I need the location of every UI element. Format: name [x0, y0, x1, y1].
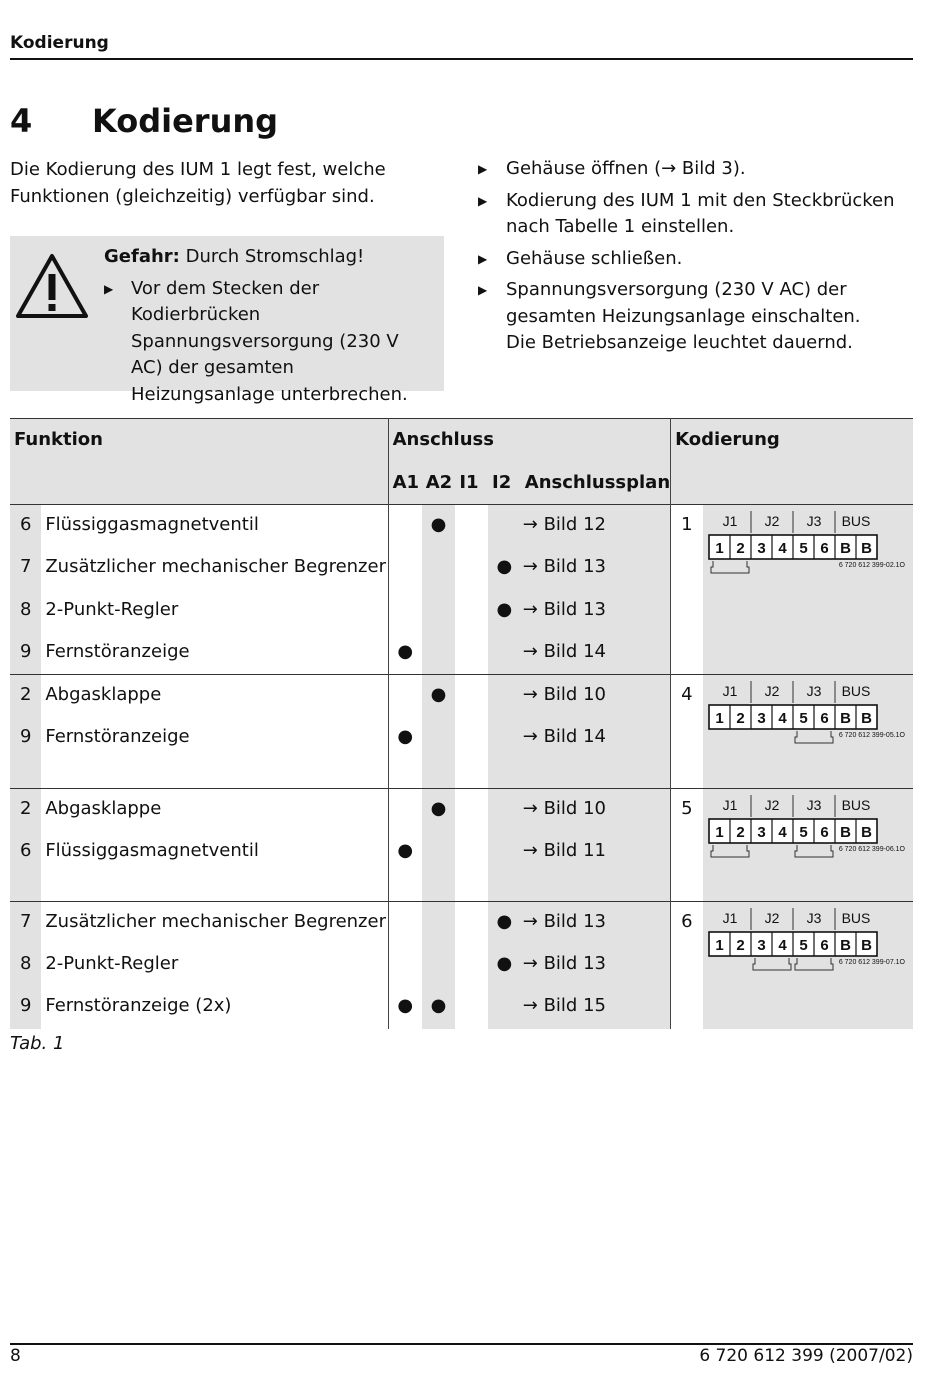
pin-label: 2	[736, 936, 745, 954]
pin-label: 2	[736, 710, 745, 728]
kodierung-code: 6	[671, 901, 704, 1029]
jumper-label-j2: J2	[764, 683, 780, 700]
bullet-icon: ▶	[104, 281, 114, 296]
jumper-label-bus: BUS	[841, 513, 871, 529]
jumper-diagram	[703, 902, 911, 988]
jumper-diagram	[703, 505, 911, 591]
row-number: 2	[10, 675, 41, 718]
table-caption: Tab. 1	[10, 1033, 65, 1054]
pin-label: 3	[757, 710, 766, 728]
cell-a1: ●	[388, 986, 422, 1029]
row-number: 6	[10, 831, 41, 902]
pin-label: 2	[736, 823, 745, 841]
row-function: Flüssiggasmagnetventil	[45, 514, 259, 535]
figure-code: 6 720 612 399-02.1O	[839, 562, 906, 569]
document-number: 6 720 612 399 (2007/02)	[699, 1346, 913, 1366]
jumper-label-j1: J1	[722, 513, 738, 529]
pin-label: 3	[757, 936, 766, 954]
row-number: 2	[10, 788, 41, 831]
cell-i2	[488, 717, 521, 788]
pin-label: B	[840, 823, 852, 841]
table-header-row	[10, 419, 913, 462]
coding-table	[10, 418, 913, 1029]
jumper-bridge-icon	[795, 845, 833, 857]
table-row	[10, 788, 913, 831]
footer-rule	[10, 1343, 913, 1345]
row-function: Fernstöranzeige	[45, 726, 190, 748]
pin-label: 2	[736, 540, 745, 557]
row-function: Fernstöranzeige	[45, 641, 190, 663]
pin-label: 4	[778, 823, 787, 841]
cell-i1	[455, 675, 488, 718]
pin-label: 1	[715, 710, 724, 728]
jumper-diagram-cell	[703, 788, 913, 901]
cell-a1	[388, 901, 422, 944]
jumper-diagram-cell	[703, 675, 913, 788]
cell-anschlussplan: → Bild 14	[521, 632, 671, 675]
cell-a1	[388, 590, 422, 633]
cell-a2: ●	[422, 505, 456, 548]
jumper-bridge-icon	[795, 958, 833, 970]
row-function: Zusätzlicher mechanischer Begrenzer	[45, 556, 386, 578]
cell-i1	[455, 547, 488, 590]
cell-anschlussplan: → Bild 13	[521, 901, 671, 944]
cell-i1	[455, 632, 488, 675]
cell-i1	[455, 505, 488, 548]
row-function: 2-Punkt-Regler	[45, 598, 179, 620]
table-row	[10, 675, 913, 718]
step-text: Gehäuse öffnen (→ Bild 3).	[506, 158, 746, 179]
figure-code: 6 720 612 399-05.1O	[839, 732, 906, 740]
jumper-diagram	[703, 789, 911, 875]
jumper-label-j1: J1	[722, 909, 738, 926]
cell-a2	[422, 901, 456, 944]
cell-anschlussplan: → Bild 14	[521, 717, 671, 788]
row-function: Zusätzlicher mechanischer Begrenzer	[45, 910, 386, 932]
cell-a2	[422, 590, 456, 633]
row-number: 6	[10, 505, 41, 548]
row-number: 8	[10, 944, 41, 987]
cell-a2: ●	[422, 675, 456, 718]
pin-label: 3	[757, 823, 766, 841]
pin-label: B	[840, 710, 852, 728]
table-body	[10, 505, 913, 1030]
cell-i2	[488, 831, 521, 902]
cell-i1	[455, 944, 488, 987]
pin-label: 6	[820, 710, 829, 728]
cell-i1	[455, 788, 488, 831]
bullet-icon: ▶	[478, 193, 488, 208]
pin-label: 4	[778, 936, 787, 954]
row-number: 9	[10, 632, 41, 675]
cell-anschlussplan: → Bild 11	[521, 831, 671, 902]
pin-label: 1	[715, 936, 724, 954]
row-function: Abgasklappe	[45, 684, 162, 706]
col-header-a1: A1	[388, 462, 422, 505]
jumper-bridge-icon	[795, 731, 833, 743]
step-text: Kodierung des IUM 1 mit den Steckbrücken nach Tabelle 1 einstellen.	[506, 189, 895, 237]
cell-i2	[488, 632, 521, 675]
pin-label: 5	[799, 823, 808, 841]
cell-a2	[422, 547, 456, 590]
cell-i2: ●	[488, 590, 521, 633]
cell-a1	[388, 788, 422, 831]
jumper-diagram-cell	[703, 901, 913, 1029]
figure-code: 6 720 612 399-06.1O	[839, 845, 906, 853]
jumper-label-j3: J3	[806, 796, 822, 813]
pin-label: 5	[799, 710, 808, 728]
jumper-label-j3: J3	[806, 683, 822, 700]
col-header-funktion: Funktion	[14, 429, 103, 450]
jumper-label-bus: BUS	[841, 683, 871, 700]
warning-bullet	[104, 276, 434, 409]
table-row	[10, 505, 913, 548]
header-rule	[10, 58, 913, 60]
jumper-label-j2: J2	[764, 796, 780, 813]
pin-label: B	[840, 936, 852, 954]
pin-label: B	[861, 936, 873, 954]
row-function: 2-Punkt-Regler	[45, 952, 179, 974]
step-text: Spannungsversorgung (230 V AC) der gesamten Heizungsanlage einschalten.	[506, 279, 861, 327]
jumper-label-j2: J2	[764, 909, 780, 926]
row-function: Abgasklappe	[45, 797, 162, 819]
row-number: 9	[10, 717, 41, 788]
col-header-i1: I1	[459, 471, 479, 493]
pin-label: 5	[799, 936, 808, 954]
section-heading	[10, 102, 278, 140]
cell-i2	[488, 788, 521, 831]
cell-anschlussplan: → Bild 10	[521, 675, 671, 718]
step-item	[478, 246, 918, 273]
cell-a1: ●	[388, 717, 422, 788]
pin-label: 4	[778, 710, 787, 728]
col-header-plan: Anschlussplan	[524, 471, 671, 493]
step-result: Die Betriebsanzeige leuchtet dauernd.	[506, 332, 853, 353]
step-list	[478, 156, 918, 362]
page-number: 8	[10, 1346, 21, 1366]
jumper-label-bus: BUS	[841, 909, 871, 926]
section-title: Kodierung	[92, 102, 279, 140]
warning-box	[10, 236, 444, 405]
jumper-bridge-icon	[711, 561, 749, 573]
figure-code: 6 720 612 399-07.1O	[839, 958, 906, 966]
bullet-icon: ▶	[478, 162, 488, 176]
jumper-label-j2: J2	[764, 513, 780, 529]
cell-i2: ●	[488, 547, 521, 590]
step-item	[478, 277, 918, 357]
row-number: 7	[10, 901, 41, 944]
col-header-anschluss: Anschluss	[388, 419, 671, 462]
section-number: 4	[10, 102, 33, 140]
col-header-i2: I2	[492, 471, 512, 493]
cell-i1	[455, 831, 488, 902]
cell-i2	[488, 675, 521, 718]
pin-label: B	[861, 823, 873, 841]
pin-label: B	[861, 710, 873, 728]
cell-anschlussplan: → Bild 13	[521, 944, 671, 987]
pin-label: 4	[778, 540, 787, 557]
cell-anschlussplan: → Bild 12	[521, 505, 671, 548]
pin-label: B	[840, 540, 852, 557]
pin-label: 6	[820, 540, 829, 557]
table-row	[10, 901, 913, 944]
cell-a1	[388, 505, 422, 548]
cell-a2	[422, 831, 456, 902]
cell-i2: ●	[488, 901, 521, 944]
warning-text	[104, 244, 434, 408]
kodierung-code: 4	[671, 675, 704, 788]
cell-i1	[455, 717, 488, 788]
jumper-diagram-cell	[703, 505, 913, 675]
row-number: 7	[10, 547, 41, 590]
bullet-icon: ▶	[478, 283, 488, 297]
warning-triangle-icon	[16, 252, 88, 320]
cell-a2	[422, 632, 456, 675]
cell-a2	[422, 717, 456, 788]
pin-label: B	[861, 540, 873, 557]
cell-anschlussplan: → Bild 13	[521, 547, 671, 590]
row-function: Fernstöranzeige (2x)	[45, 995, 232, 1017]
jumper-label-j1: J1	[722, 683, 738, 700]
jumper-bridge-icon	[711, 845, 749, 857]
cell-i2: ●	[488, 944, 521, 987]
cell-a1	[388, 944, 422, 987]
cell-i2	[488, 505, 521, 548]
cell-i1	[455, 901, 488, 944]
bullet-icon: ▶	[478, 251, 488, 266]
cell-a2	[422, 944, 456, 987]
col-header-a2: A2	[425, 471, 453, 493]
jumper-bridge-icon	[753, 958, 791, 970]
kodierung-code: 5	[671, 788, 704, 901]
cell-anschlussplan: → Bild 10	[521, 788, 671, 831]
pin-label: 1	[715, 540, 724, 557]
kodierung-code: 1	[671, 505, 704, 675]
cell-anschlussplan: → Bild 13	[521, 590, 671, 633]
jumper-label-j3: J3	[806, 513, 822, 529]
cell-anschlussplan: → Bild 15	[521, 986, 671, 1029]
warning-bullet-text: Vor dem Stecken der Kodierbrücken Spannungsversorgung (230 V AC) der gesamten Heizungsanlage unterbrechen.	[131, 277, 408, 405]
warning-title: Durch Stromschlag!	[179, 246, 365, 267]
row-function: Flüssiggasmagnetventil	[45, 839, 259, 861]
intro-paragraph: Die Kodierung des IUM 1 legt fest, welche Funktionen (gleichzeitig) verfügbar sind.	[10, 159, 386, 207]
cell-i1	[455, 986, 488, 1029]
cell-a1	[388, 675, 422, 718]
col-header-kodierung: Kodierung	[671, 419, 913, 505]
row-number: 8	[10, 590, 41, 633]
warning-label: Gefahr:	[104, 246, 180, 267]
running-header: Kodierung	[10, 33, 109, 53]
step-item	[478, 156, 918, 183]
jumper-label-bus: BUS	[841, 796, 871, 813]
pin-label: 1	[715, 823, 724, 841]
cell-a1	[388, 547, 422, 590]
jumper-label-j3: J3	[806, 909, 822, 926]
jumper-label-j1: J1	[722, 796, 738, 813]
cell-a2: ●	[422, 986, 456, 1029]
pin-label: 3	[757, 540, 766, 557]
pin-label: 6	[820, 936, 829, 954]
jumper-diagram	[703, 675, 911, 761]
row-number: 9	[10, 986, 41, 1029]
pin-label: 5	[799, 540, 808, 557]
cell-a1: ●	[388, 632, 422, 675]
pin-label: 6	[820, 823, 829, 841]
cell-i1	[455, 590, 488, 633]
cell-i2	[488, 986, 521, 1029]
step-text: Gehäuse schließen.	[506, 247, 683, 269]
cell-a2: ●	[422, 788, 456, 831]
cell-a1: ●	[388, 831, 422, 902]
step-item	[478, 188, 918, 241]
